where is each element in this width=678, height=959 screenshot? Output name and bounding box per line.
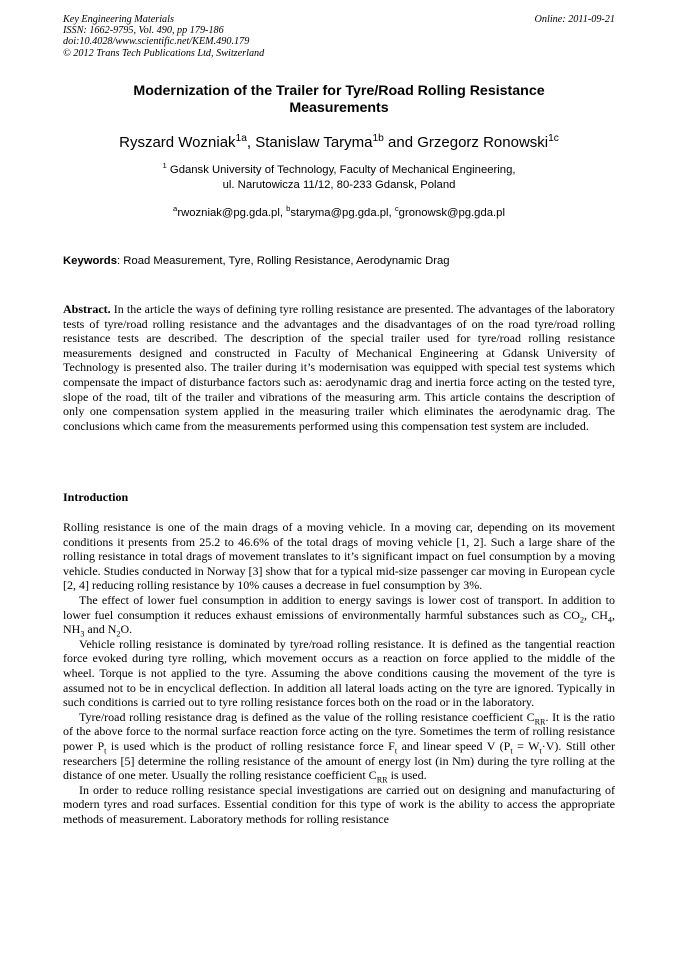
author-name: Grzegorz Ronowski	[417, 134, 549, 151]
subscript: 2	[116, 629, 121, 639]
introduction-section	[63, 520, 615, 826]
paragraph-text: ·V). Still other researchers [5] determine the rolling resistance of the amount of energy lost (in Nm) during the tyre rolling at the distance of one meter. Usually the rolling resistance coefficient C	[63, 738, 615, 783]
affiliation-mark: 1	[162, 161, 167, 171]
paragraph-text: , CH	[584, 607, 608, 622]
journal-name: Key Engineering Materials	[63, 14, 174, 25]
subscript: RR	[376, 775, 388, 785]
paragraph-text: The effect of lower fuel consumption in addition to energy savings is lower cost of transport. In addition to lower fuel consumption it reduces exhaust emissions of environmentally harmful substances such as CO	[63, 592, 615, 622]
subscript: 3	[80, 629, 85, 639]
subscript: t	[539, 746, 542, 756]
abstract-paragraph	[63, 302, 615, 433]
paragraph: Vehicle rolling resistance is dominated by tyre/road rolling resistance. It is defined as the tangential reaction force evoked during tyre rolling, which movement occurs as a reaction on force applied to the middle of the wheel. Torque is not applied to the tyre. Assuming the above conditions causing the movement of the tyre is assumed not to be in encyclical deflection. In addition all lateral loads acting on the tyre are ignored. Typically in such conditions is carried out to tyre rolling resistance forces both on the road or in the laboratory.	[63, 636, 615, 710]
subscript: t	[394, 746, 398, 756]
email-mark: a	[173, 204, 178, 214]
paragraph-text: O.	[120, 622, 133, 637]
email-address: rwozniak@pg.gda.pl,	[177, 207, 287, 219]
author-list	[63, 134, 615, 152]
paragraph-text: . It is the ratio of the above force to the normal surface reaction force acting on the tyre. Sometimes the term of rolling resistance power P	[63, 709, 616, 753]
abstract	[63, 302, 615, 433]
affiliation-line-1	[63, 163, 615, 178]
journal-issn: ISSN: 1662-9795, Vol. 490, pp 179-186	[63, 25, 224, 37]
paragraph-text: and N	[84, 622, 117, 637]
section-heading-introduction: Introduction	[63, 490, 129, 504]
keywords-text: : Road Measurement, Tyre, Rolling Resistance, Aerodynamic Drag	[117, 255, 450, 267]
paragraph-text: , NH	[63, 607, 615, 637]
author-affiliation-mark: 1c	[548, 133, 559, 144]
paragraph: In order to reduce rolling resistance special investigations are carried out on designing and manufacturing of modern tyres and road surfaces. Essential condition for this type of work is the ability to access the appropriate methods of measurement. Laboratory methods for rolling resistance	[63, 782, 615, 826]
author-name: Stanislaw Taryma	[255, 134, 373, 151]
paragraph-text: is used which is the product of rolling resistance force F	[106, 738, 395, 753]
paragraph	[63, 710, 615, 783]
author-separator: ,	[246, 134, 256, 151]
paragraph-text: is used.	[387, 768, 427, 783]
author-separator: and	[383, 134, 418, 151]
affiliation-line-2: ul. Narutowicza 11/12, 80-233 Gdansk, Poland	[222, 179, 456, 191]
email-mark: c	[394, 204, 399, 214]
author-affiliation-mark: 1b	[372, 133, 384, 144]
author-name: Ryszard Wozniak	[119, 134, 236, 151]
subscript: 4	[607, 614, 612, 624]
subscript: t	[104, 746, 107, 756]
paper-title	[63, 83, 615, 117]
subscript: 2	[579, 614, 585, 624]
online-date: Online: 2011-09-21	[534, 14, 615, 25]
paragraph-text: = W	[512, 738, 540, 753]
keywords-label: Keywords	[63, 255, 117, 267]
email-mark: b	[286, 204, 291, 214]
paragraph: Rolling resistance is one of the main drags of a moving vehicle. In a moving car, depending on its movement conditions it presents from 25.2 to 46.6% of the total drags of moving vehicle [1, 2]. Such a large share of the rolling resistance in total drags of movement translates to it’s significant impact on fuel consumption by a moving vehicle. Studies conducted in Norway [3] show that for a typical mid-size passenger car moving in European cycle [2, 4] reducing rolling resistance by 10% causes a decrease in fuel consumption by 3%.	[63, 520, 615, 593]
keywords	[63, 254, 615, 268]
title-line-1: Modernization of the Trailer for Tyre/Road Rolling Resistance	[133, 83, 545, 99]
email-address: gronowsk@pg.gda.pl	[398, 207, 505, 219]
paragraph	[63, 593, 615, 637]
affiliation-text: Gdansk University of Technology, Faculty of Mechanical Engineering,	[166, 164, 516, 176]
author-affiliation-mark: 1a	[235, 133, 247, 144]
abstract-label: Abstract.	[63, 302, 111, 316]
journal-doi: doi:10.4028/www.scientific.net/KEM.490.179	[63, 36, 250, 48]
affiliation	[63, 163, 615, 193]
subscript: RR	[534, 717, 546, 727]
title-line-2: Measurements	[289, 100, 389, 116]
paragraph-text: Tyre/road rolling resistance drag is defined as the value of the rolling resistance coefficient C	[79, 709, 535, 724]
abstract-text: In the article the ways of defining tyre rolling resistance are presented. The advantages of the laboratory tests of tyre/road rolling resistance and the advantages and the disadvantages of on the road tyre/road rolling resistance tests are described. The description of the special trailer used for tyre/road rolling resistance measurements designed and constructed in Faculty of Mechanical Engineering at Gdansk University of Technology is presented also. The trailer during it’s modernisation was equipped with special test systems which compensate the impact of disturbance factors such as: aerodynamic drag and inertia force acting on the tested tyre, slope of the road, tilt of the trailer and vibrations of the measuring arm. This article contains the description of only one compensation system applied in the measuring trailer which eliminates the aerodynamic drag. The conclusions which came from the measurements performed using this compensation test system are included.	[63, 302, 615, 433]
email-address: staryma@pg.gda.pl,	[290, 207, 395, 219]
journal-header	[63, 14, 615, 59]
subscript: t	[510, 746, 513, 756]
author-emails	[63, 206, 615, 220]
journal-copyright: © 2012 Trans Tech Publications Ltd, Switzerland	[63, 47, 265, 59]
paragraph-text: and linear speed V (P	[397, 738, 511, 753]
